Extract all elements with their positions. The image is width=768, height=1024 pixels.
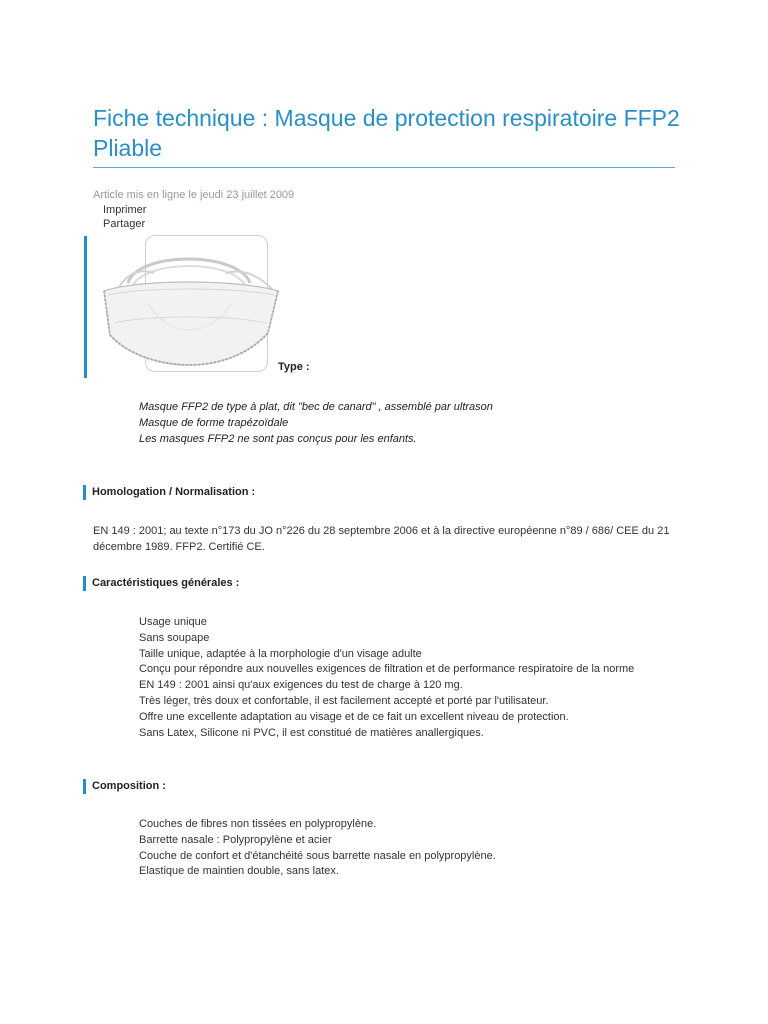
publication-date: Article mis en ligne le jeudi 23 juillet 2009 bbox=[93, 189, 295, 201]
list-item: Couches de fibres non tissées en polypropylène. bbox=[139, 818, 377, 830]
list-item: Sans Latex, Silicone ni PVC, il est constitué de matières anallergiques. bbox=[139, 726, 484, 739]
caracteristiques-list bbox=[139, 615, 634, 741]
list-item: Sans soupape bbox=[139, 631, 210, 644]
list-item: Conçu pour répondre aux nouvelles exigences de filtration et de performance respiratoire de la norme bbox=[139, 663, 635, 676]
image-accent-bar bbox=[84, 236, 87, 378]
section-accent-bar bbox=[83, 576, 86, 591]
composition-list bbox=[139, 817, 496, 880]
page-title: Fiche technique : Masque de protection respiratoire FFP2 Pliable bbox=[93, 105, 680, 161]
type-list bbox=[139, 399, 493, 447]
list-item: Offre une excellente adaptation au visage et de ce fait un excellent niveau de protection. bbox=[139, 710, 569, 723]
list-item: Elastique de maintien double, sans latex. bbox=[139, 865, 339, 878]
list-item: Masque de forme trapézoïdale bbox=[139, 417, 289, 429]
share-link[interactable]: Partager bbox=[103, 218, 146, 230]
composition-heading: Composition : bbox=[92, 780, 166, 792]
print-link[interactable]: Imprimer bbox=[103, 204, 147, 216]
list-item: Taille unique, adaptée à la morphologie d'un visage adulte bbox=[139, 647, 422, 660]
list-item: Usage unique bbox=[139, 616, 207, 628]
section-accent-bar bbox=[83, 779, 86, 794]
list-item: Masque FFP2 de type à plat, dit "bec de canard" , assemblé par ultrason bbox=[139, 401, 493, 413]
section-accent-bar bbox=[83, 485, 86, 500]
homologation-text: EN 149 : 2001; au texte n°173 du JO n°226 du 28 septembre 2006 et à la directive européenne n°89 / 686/ CEE du 21 décembre 1989. FFP2. Certifié CE. bbox=[93, 525, 670, 553]
list-item: Très léger, très doux et confortable, il est facilement accepté et porté par l'utilisateur. bbox=[139, 694, 549, 707]
caracteristiques-heading: Caractéristiques générales : bbox=[92, 577, 240, 589]
title-divider bbox=[93, 167, 675, 168]
list-item: Les masques FFP2 ne sont pas conçus pour les enfants. bbox=[139, 433, 417, 445]
ffp2-mask-image bbox=[98, 243, 282, 368]
type-label: Type : bbox=[278, 361, 310, 373]
list-item: Couche de confort et d'étanchéité sous barrette nasale en polypropylène. bbox=[139, 849, 496, 862]
list-item: EN 149 : 2001 ainsi qu'aux exigences du test de charge à 120 mg. bbox=[139, 679, 463, 692]
homologation-heading: Homologation / Normalisation : bbox=[92, 486, 256, 498]
list-item: Barrette nasale : Polypropylène et acier bbox=[139, 833, 332, 846]
